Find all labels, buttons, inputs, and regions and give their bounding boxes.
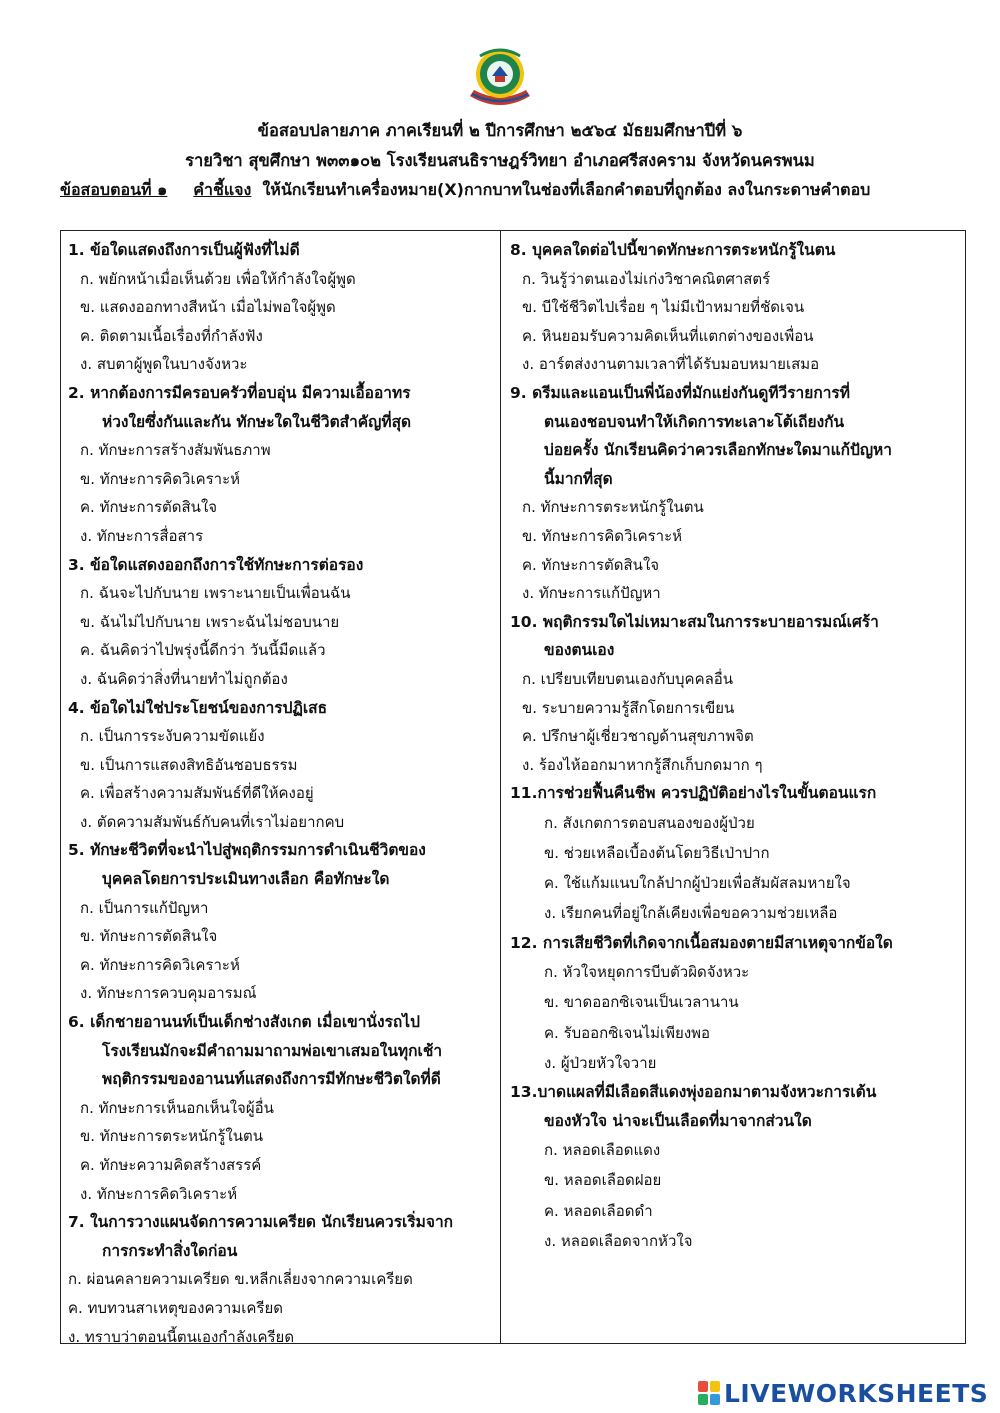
option[interactable]: ข. ทักษะการตัดสินใจ — [80, 927, 218, 946]
instruction-line — [60, 178, 980, 203]
option[interactable]: ง. ทักษะการสื่อสาร — [80, 526, 204, 545]
instruction-label: คำชี้แจง — [193, 180, 252, 199]
option[interactable]: ข. ทักษะการคิดวิเคราะห์ — [522, 526, 683, 545]
option[interactable]: ข. ขาดออกซิเจนเป็นเวลานาน — [544, 993, 739, 1012]
option[interactable]: ง. ตัดความสัมพันธ์กับคนที่เราไม่อยากคบ — [80, 812, 345, 831]
option[interactable]: ก. ทักษะการตระหนักรู้ในตน — [522, 498, 704, 517]
option[interactable]: ค. ทบทวนสาเหตุของความเครียด — [68, 1298, 283, 1317]
option[interactable]: ค. ปรึกษาผู้เชี่ยวชาญด้านสุขภาพจิต — [522, 727, 754, 746]
option[interactable]: ง. ฉันคิดว่าสิ่งที่นายทำไม่ถูกต้อง — [80, 669, 288, 688]
option[interactable]: ค. เพื่อสร้างความสัมพันธ์ที่ดีให้คงอยู่ — [80, 784, 314, 803]
option[interactable]: ค. รับออกซิเจนไม่เพียงพอ — [544, 1023, 711, 1042]
option[interactable]: ง. สบตาผู้พูดในบางจังหวะ — [80, 355, 248, 374]
option[interactable]: ค. ทักษะความคิดสร้างสรรค์ — [80, 1156, 262, 1174]
column-divider — [500, 230, 501, 1344]
option[interactable]: ค. ทักษะการตัดสินใจ — [522, 555, 660, 574]
option[interactable]: ข. ทักษะการคิดวิเคราะห์ — [80, 469, 241, 488]
option[interactable]: ก. ฉันจะไปกับนาย เพราะนายเป็นเพื่อนฉัน — [80, 584, 351, 603]
option[interactable]: ค. ทักษะการตัดสินใจ — [80, 498, 218, 517]
option[interactable]: ง. ผู้ป่วยหัวใจวาย — [544, 1053, 657, 1072]
option[interactable]: ก. เป็นการระงับความขัดแย้ง — [80, 727, 265, 746]
option[interactable]: ข. ฉันไม่ไปกับนาย เพราะฉันไม่ชอบนาย — [80, 612, 340, 631]
question-4: 4. ข้อใดไม่ใช่ประโยชน์ของการปฏิเสธ — [68, 698, 328, 717]
option[interactable]: ก. วินรู้ว่าตนเองไม่เก่งวิชาคณิตศาสตร์ — [522, 269, 771, 288]
question-3: 3. ข้อใดแสดงออกถึงการใช้ทักษะการต่อรอง — [68, 555, 364, 574]
brand-text: LIVEWORKSHEETS — [724, 1378, 989, 1408]
question-9: 9. ดรีมและแอนเป็นพี่น้องที่มักแย่งกันดูทีวีรายการที่ ตนเองชอบจนทำให้เกิดการทะเลาะโต้เถียงกัน บ่อยครั้ง นักเรียนคิดว่าควรเลือกทักษะใดมาแก้ปัญหา นี้มากที่สุด — [510, 383, 892, 488]
liveworksheets-icon — [698, 1381, 720, 1405]
option[interactable]: ก. หลอดเลือดแดง — [544, 1141, 661, 1160]
option[interactable]: ข. เป็นการแสดงสิทธิอันชอบธรรม — [80, 755, 298, 774]
option[interactable]: ก. ทักษะการสร้างสัมพันธภาพ — [80, 441, 271, 460]
question-6: 6. เด็กชายอานนท์เป็นเด็กช่างสังเกต เมื่อเขานั่งรถไป โรงเรียนมักจะมีคำถามมาถามพ่อเขาเสมอในทุกเช้า พฤติกรรมของอานนท์แสดงถึงการมีทักษะชีวิตใดที่ดี — [68, 1013, 443, 1089]
question-13: 13.บาดแผลที่มีเลือดสีแดงพุ่งออกมาตามจังหวะการเต้น ของหัวใจ น่าจะเป็นเลือดที่มาจากส่วนใด — [510, 1083, 877, 1130]
part-label: ข้อสอบตอนที่ ๑ — [60, 180, 168, 199]
question-10: 10. พฤติกรรมใดไม่เหมาะสมในการระบายอารมณ์เศร้า ของตนเอง — [510, 612, 879, 660]
left-column — [68, 236, 496, 1351]
question-5: 5. ทักษะชีวิตที่จะนำไปสู่พฤติกรรมการดำเนินชีวิตของ บุคคลโดยการประเมินทางเลือก คือทักษะใด — [68, 841, 426, 889]
option[interactable]: ง. ทักษะการคิดวิเคราะห์ — [80, 1184, 238, 1203]
option[interactable]: ข. แสดงออกทางสีหน้า เมื่อไม่พอใจผู้พูด — [80, 298, 336, 317]
exam-title: ข้อสอบปลายภาค ภาคเรียนที่ ๒ ปีการศึกษา ๒๕๖๔ มัธยมศึกษาปีที่ ๖ — [257, 121, 743, 140]
question-1: 1. ข้อใดแสดงถึงการเป็นผู้ฟังที่ไม่ดี — [68, 241, 300, 259]
option[interactable]: ค. หลอดเลือดดำ — [544, 1201, 653, 1220]
option[interactable]: ก. เปรียบเทียบตนเองกับบุคคลอื่น — [522, 669, 734, 688]
liveworksheets-logo — [698, 1378, 988, 1408]
question-2: 2. หากต้องการมีครอบครัวที่อบอุ่น มีความเอื้ออาทร ห่วงใยซึ่งกันและกัน ทักษะใดในชีวิตสำคัญที่สุด — [68, 383, 412, 431]
option[interactable]: ง. ร้องไห้ออกมาหากรู้สึกเก็บกดมาก ๆ — [522, 755, 763, 774]
option[interactable]: ค. ใช้แก้มแนบใกล้ปากผู้ป่วยเพื่อสัมผัสลมหายใจ — [544, 874, 851, 893]
option[interactable]: ค. ฉันคิดว่าไปพรุ่งนี้ดีกว่า วันนี้มืดแล้ว — [80, 641, 326, 660]
exam-subject-line: รายวิชา สุขศึกษา พ๓๓๑๐๒ โรงเรียนสนธิราษฎร์วิทยา อำเภอศรีสงคราม จังหวัดนครพนม — [185, 151, 815, 170]
option[interactable]: ข. บีใช้ชีวิตไปเรื่อย ๆ ไม่มีเป้าหมายที่ชัดเจน — [522, 298, 805, 317]
option[interactable]: ก. สังเกตการตอบสนองของผู้ป่วย — [544, 813, 755, 832]
option[interactable]: ข. ช่วยเหลือเบื้องต้นโดยวิธีเป่าปาก — [544, 844, 770, 863]
school-seal-logo — [464, 44, 536, 110]
option[interactable]: ก. ทักษะการเห็นอกเห็นใจผู้อื่น — [80, 1098, 274, 1117]
option[interactable]: ก. ผ่อนคลายความเครียด ข.หลีกเลี่ยงจากความเครียด — [68, 1270, 413, 1289]
option[interactable]: ก. เป็นการแก้ปัญหา — [80, 898, 209, 917]
option[interactable]: ก. หัวใจหยุดการบีบตัวผิดจังหวะ — [544, 963, 750, 982]
option[interactable]: ข. ระบายความรู้สึกโดยการเขียน — [522, 698, 735, 717]
option[interactable]: ง. ทักษะการควบคุมอารมณ์ — [80, 984, 257, 1003]
question-11: 11.การช่วยฟื้นคืนชีพ ควรปฏิบัติอย่างไรในขั้นตอนแรก — [510, 784, 877, 803]
option[interactable]: ง. ทักษะการแก้ปัญหา — [522, 584, 661, 603]
question-12: 12. การเสียชีวิตที่เกิดจากเนื้อสมองตายมีสาเหตุจากข้อใด — [510, 933, 893, 952]
question-8: 8. บุคคลใดต่อไปนี้ขาดทักษะการตระหนักรู้ในตน — [510, 241, 836, 259]
option[interactable]: ง. หลอดเลือดจากหัวใจ — [544, 1231, 693, 1250]
option[interactable]: ง. ทราบว่าตอนนี้ตนเองกำลังเครียด — [68, 1327, 295, 1346]
option[interactable]: ข. ทักษะการตระหนักรู้ในตน — [80, 1127, 263, 1146]
option[interactable]: ง. เรียกคนที่อยู่ใกล้เคียงเพื่อขอความช่วยเหลือ — [544, 904, 838, 923]
option[interactable]: ค. ติดตามเนื้อเรื่องที่กำลังฟัง — [80, 326, 263, 345]
question-7: 7. ในการวางแผนจัดการความเครียด นักเรียนควรเริ่มจาก การกระทำสิ่งใดก่อน — [68, 1213, 454, 1260]
option[interactable]: ค. หินยอมรับความคิดเห็นที่แตกต่างของเพื่อน — [522, 326, 814, 345]
option[interactable]: ค. ทักษะการคิดวิเคราะห์ — [80, 955, 240, 974]
right-column — [510, 236, 960, 1256]
instruction-text: ให้นักเรียนทำเครื่องหมาย(X)กากบาทในช่องที่เลือกคำตอบที่ถูกต้อง ลงในกระดาษคำตอบ — [262, 180, 871, 199]
option[interactable]: ข. หลอดเลือดฝอย — [544, 1171, 662, 1190]
option[interactable]: ง. อาร์ตส่งงานตามเวลาที่ได้รับมอบหมายเสมอ — [522, 355, 820, 374]
option[interactable]: ก. พยักหน้าเมื่อเห็นด้วย เพื่อให้กำลังใจผู้พูด — [80, 269, 356, 288]
